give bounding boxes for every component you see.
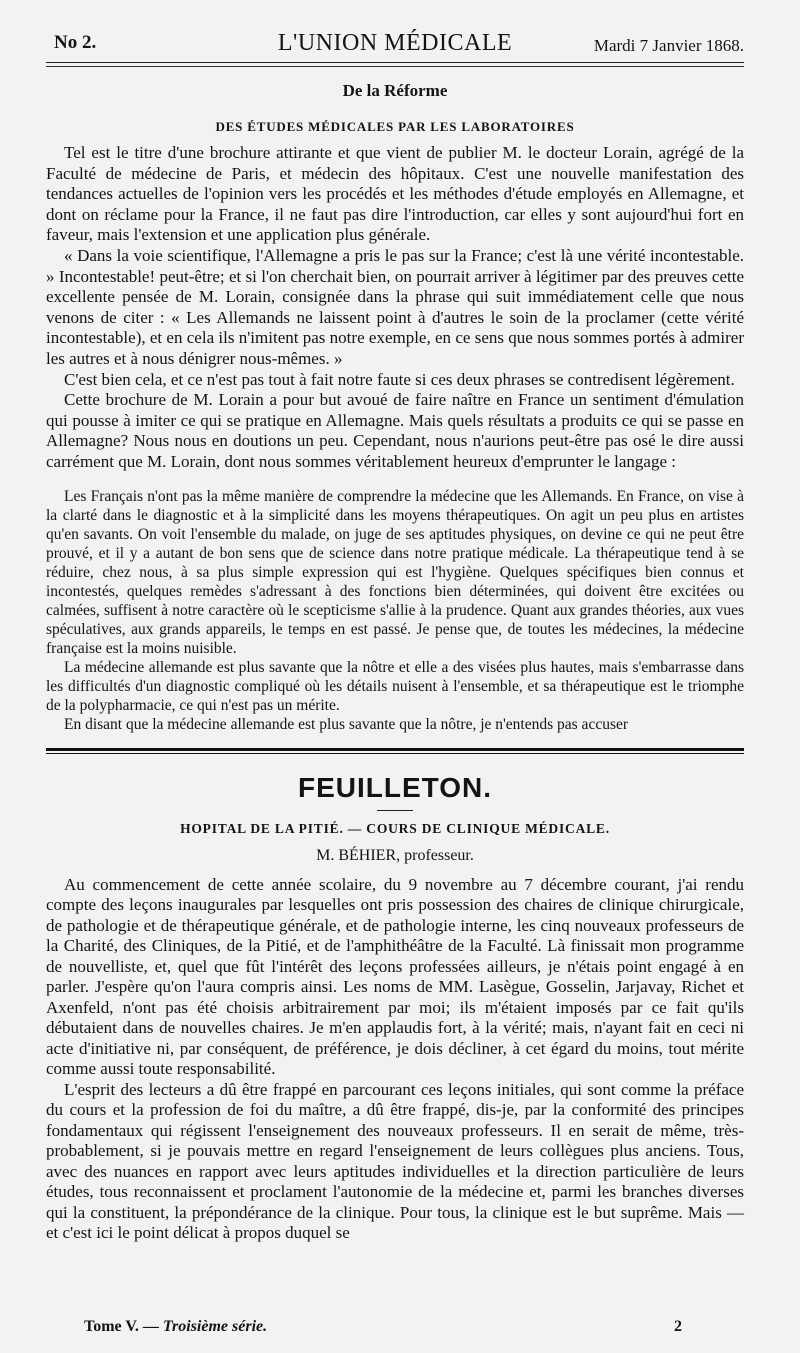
feuilleton-title: HOPITAL DE LA PITIÉ. — COURS DE CLINIQUE MÉDICALE. — [180, 820, 610, 836]
article-paragraph: C'est bien cela, et ce n'est pas tout à fait notre faute si ces deux phrases se contredisent légèrement. — [64, 369, 735, 389]
quote-paragraph: Les Français n'ont pas la même manière de comprendre la médecine que les Allemands. En France, on vise à la clarté dans le diagnostic et à la simplicité dans les moyens thérapeutiques. On agit un peu plus en artistes qu'en savants. On voit l'ensemble du malade, on juge de ses aptitudes physiques, on devine ce qui ne peut être prouvé, et il y a autant de bon sens que de science dans notre pratique médicale. La thérapeutique tend à se réduire, chez nous, à sa plus simple expression qui est l'hygiène. Quelques spécifiques bien connus et incontestés, quelques remèdes s'adressant à des fonctions bien déterminées, qui doivent être excitées ou calmées, suffisent à notre caractère où le scepticisme s'allie à la prudence. Quant aux grandes théories, aux vues spéculatives, aux grands appareils, le temps en est passé. Je pense que, de toutes les médecines, la médecine française est la moins nuisible. — [46, 487, 744, 657]
page-number: 2 — [674, 1318, 682, 1335]
quoted-passage — [46, 487, 744, 734]
quote-paragraph: La médecine allemande est plus savante que la nôtre et elle a des visées plus hautes, mais s'embarrasse dans les difficultés d'un diagnostic compliqué où les détails nuisent à l'ensemble, et sa thérapeutique est le triomphe de la polypharmacie, ce qui n'est pas un mérite. — [46, 658, 744, 714]
article-paragraph: Cette brochure de M. Lorain a pour but avoué de faire naître en France un sentiment d'émulation qui pousse à imiter ce qui se pratique en Allemagne. Mais quels résultats a produits ce qui se passe en Allemagne? Nous nous en doutions un peu. Cependant, nous n'aurions peut-être pas osé le dire aussi carrément que M. Lorain, dont nous sommes véritablement heureux d'emprunter le langage : — [46, 390, 744, 471]
article-subtitle: DES ÉTUDES MÉDICALES PAR LES LABORATOIRES — [215, 119, 575, 134]
volume-info — [84, 1318, 267, 1335]
section-divider — [46, 748, 744, 751]
article-paragraph: Tel est le titre d'une brochure attirante et que vient de publier M. le docteur Lorain, agrégé de la Faculté de médecine de Paris, et médecin des hôpitaux. C'est une nouvelle manifestation des tendances actuelles de l'opinion vers les procédés et les méthodes d'étude employés en Allemagne, et dont on réclame pour la France, il ne faut pas dire l'introduction, car elles y sont aujourd'hui fort en faveur, mais l'extension et une application plus générale. — [46, 143, 744, 245]
feuilleton-rule — [377, 810, 413, 811]
article-title: De la Réforme — [342, 81, 448, 100]
feuilleton-body — [46, 875, 744, 1244]
issue-date: Mardi 7 Janvier 1868. — [593, 36, 744, 55]
page-footer — [84, 1318, 682, 1336]
issue-number: No 2. — [54, 32, 97, 53]
header-rule — [46, 66, 744, 67]
feuilleton-paragraph: Au commencement de cette année scolaire, du 9 novembre au 7 décembre courant, j'ai rendu compte des leçons inaugurales par lesquelles ont pris possession des chaires de clinique chirurgicale, de pathologie et de thérapeutique générale, et de pathologie interne, les cinq nouveaux professeurs de la Charité, des Cliniques, de la Pitié, et de l'amphithéâtre de la Faculté. Là finissait mon programme de nouvelliste, et, quel que fût l'intérêt des leçons professées ailleurs, je n'étais point engagé à en parler. J'espère qu'on l'aura compris ainsi. Les noms de MM. Lasègue, Gosselin, Jarjavay, Richet et Axenfeld, n'ont pas été choisis arbitrairement par moi; ils m'étaient imposés par ce fait qu'ils débutaient dans de nouvelles chaires. Je m'en applaudis fort, à la vérité; mais, n'ayant fait en ceci ni acte d'initiative ni, par conséquent, de préférence, je dois décliner, à cet égard du moins, tout mérite comme aussi toute responsabilité. — [46, 874, 744, 1078]
article-body — [46, 143, 744, 473]
professor-line: M. BÉHIER, professeur. — [316, 846, 474, 864]
feuilleton-paragraph: L'esprit des lecteurs a dû être frappé en parcourant ces leçons initiales, qui sont comme la préface du cours et la profession de foi du maître, a dû être frappé, dis-je, par la conformité des principes fondamentaux qui régissent l'enseignement des nouveaux professeurs. Il en serait de même, très-probablement, si je pouvais mettre en regard l'enseignement de leurs collègues plus anciens. Tous, avec des nuances en rapport avec leurs aptitudes individuelles et la direction particulière de leurs études, tous reconnaissent et proclament l'autonomie de la médecine et, parmi les branches diverses qui la constituent, la prépondérance de la clinique. Pour tous, la clinique est le but suprême. Mais — et c'est ici le point délicat à propos duquel se — [46, 1079, 744, 1242]
feuilleton-heading: FEUILLETON. — [297, 771, 493, 803]
volume-label: Tome V. — — [84, 1318, 163, 1335]
series-label: Troisième série. — [162, 1318, 268, 1335]
masthead — [46, 28, 744, 63]
journal-title: L'UNION MÉDICALE — [277, 30, 513, 56]
section-divider-thin — [46, 753, 744, 754]
quote-paragraph: En disant que la médecine allemande est plus savante que la nôtre, je n'entends pas accuser — [64, 715, 629, 733]
article-paragraph: « Dans la voie scientifique, l'Allemagne a pris le pas sur la France; c'est là une vérité incontestable. » Incontestable! peut-être; et si l'on cherchait bien, on pourrait arriver à légitimer par des preuves cette excellente pensée de M. Lorain, consignée dans la phrase qui suit immédiatement celle que nous venons de citer : « Les Allemands ne laissent point à d'autres le soin de la proclamer (cette vérité incontestable), et en cela ils n'imitent pas notre exemple, en ce sens que nous sommes portés à admirer les autres et à nous dénigrer nous-mêmes. » — [46, 245, 744, 368]
